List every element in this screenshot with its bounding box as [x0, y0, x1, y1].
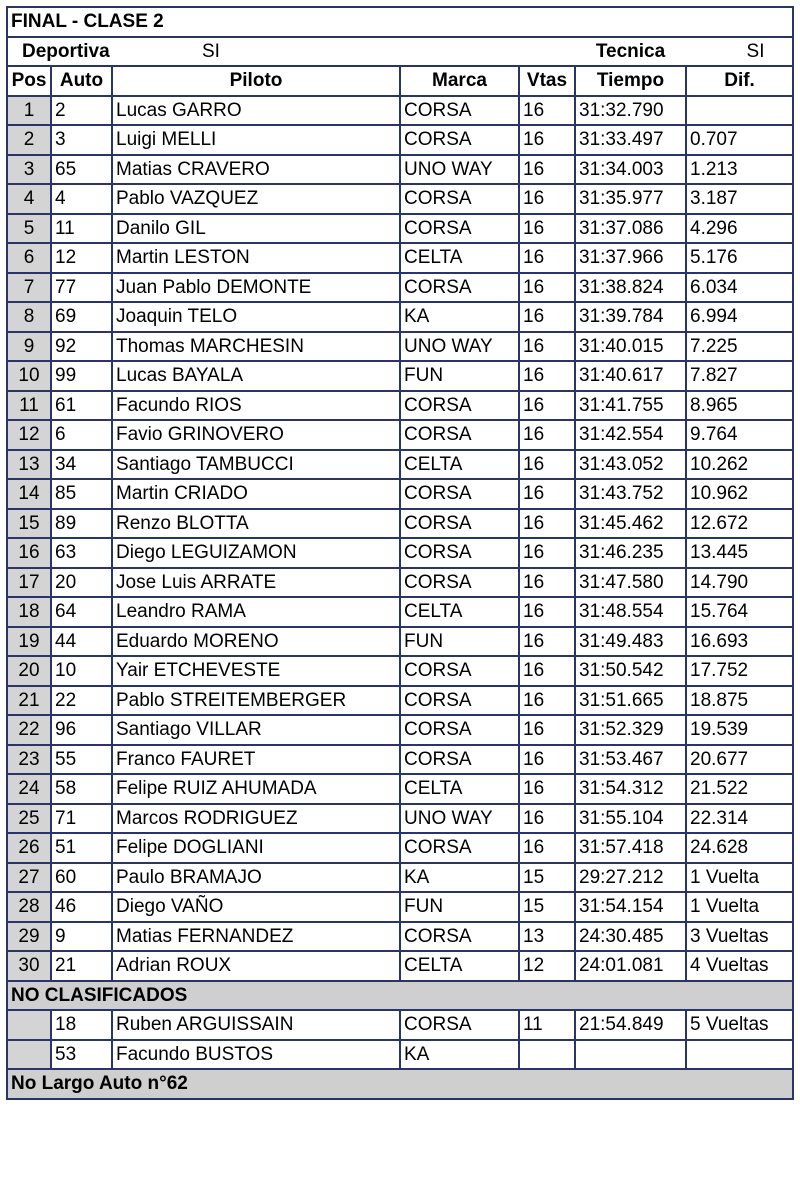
auto-cell: 11 — [51, 214, 112, 244]
pos-cell: 10 — [7, 361, 51, 391]
piloto-cell: Santiago TAMBUCCI — [112, 450, 400, 480]
tiempo-cell: 31:42.554 — [575, 420, 686, 450]
dif-cell: 0.707 — [686, 125, 793, 155]
header-row — [7, 66, 793, 96]
table-row — [7, 243, 793, 273]
piloto-cell: Ruben ARGUISSAIN — [112, 1010, 400, 1040]
piloto-cell: Franco FAURET — [112, 745, 400, 775]
vtas-cell: 16 — [519, 214, 575, 244]
pos-cell: 23 — [7, 745, 51, 775]
results-table — [6, 6, 794, 1100]
vtas-cell: 15 — [519, 863, 575, 893]
marca-cell: KA — [400, 302, 519, 332]
piloto-cell: Paulo BRAMAJO — [112, 863, 400, 893]
auto-cell: 58 — [51, 774, 112, 804]
tiempo-cell: 31:37.086 — [575, 214, 686, 244]
pos-cell — [7, 1010, 51, 1040]
dif-cell: 5 Vueltas — [686, 1010, 793, 1040]
auto-cell: 61 — [51, 391, 112, 421]
pos-cell: 3 — [7, 155, 51, 185]
marca-cell: CORSA — [400, 1010, 519, 1040]
tiempo-cell: 31:45.462 — [575, 509, 686, 539]
table-row — [7, 155, 793, 185]
dif-cell: 6.994 — [686, 302, 793, 332]
table-row — [7, 420, 793, 450]
piloto-cell: Leandro RAMA — [112, 597, 400, 627]
marca-cell: CORSA — [400, 125, 519, 155]
auto-cell: 6 — [51, 420, 112, 450]
pos-cell: 25 — [7, 804, 51, 834]
pos-cell: 19 — [7, 627, 51, 657]
table-row — [7, 686, 793, 716]
tiempo-cell: 31:51.665 — [575, 686, 686, 716]
table-row — [7, 745, 793, 775]
dif-cell: 18.875 — [686, 686, 793, 716]
table-row — [7, 922, 793, 952]
no-clasificados-row — [7, 981, 793, 1011]
marca-cell: CELTA — [400, 243, 519, 273]
pos-cell: 16 — [7, 538, 51, 568]
vtas-cell: 16 — [519, 155, 575, 185]
auto-cell: 64 — [51, 597, 112, 627]
auto-cell: 60 — [51, 863, 112, 893]
table-row — [7, 479, 793, 509]
tiempo-cell: 31:52.329 — [575, 715, 686, 745]
dif-cell: 10.262 — [686, 450, 793, 480]
auto-cell: 63 — [51, 538, 112, 568]
piloto-cell: Yair ETCHEVESTE — [112, 656, 400, 686]
piloto-cell: Lucas BAYALA — [112, 361, 400, 391]
pos-cell: 27 — [7, 863, 51, 893]
table-row — [7, 450, 793, 480]
piloto-cell: Eduardo MORENO — [112, 627, 400, 657]
dif-cell: 15.764 — [686, 597, 793, 627]
piloto-cell: Diego VAÑO — [112, 892, 400, 922]
marca-cell: CORSA — [400, 479, 519, 509]
table-row — [7, 273, 793, 303]
auto-cell: 65 — [51, 155, 112, 185]
conditions-row — [7, 37, 793, 67]
pos-cell: 8 — [7, 302, 51, 332]
dif-cell: 16.693 — [686, 627, 793, 657]
auto-cell: 85 — [51, 479, 112, 509]
dif-cell: 10.962 — [686, 479, 793, 509]
marca-cell: KA — [400, 1040, 519, 1070]
vtas-cell: 16 — [519, 243, 575, 273]
tiempo-cell: 31:40.015 — [575, 332, 686, 362]
marca-cell: CORSA — [400, 214, 519, 244]
dif-cell: 7.827 — [686, 361, 793, 391]
piloto-cell: Adrian ROUX — [112, 951, 400, 981]
auto-cell: 12 — [51, 243, 112, 273]
pos-cell: 13 — [7, 450, 51, 480]
vtas-cell: 16 — [519, 420, 575, 450]
piloto-cell: Jose Luis ARRATE — [112, 568, 400, 598]
col-header-dif: Dif. — [686, 66, 793, 96]
vtas-cell — [519, 1040, 575, 1070]
table-row — [7, 568, 793, 598]
dif-cell: 12.672 — [686, 509, 793, 539]
vtas-cell: 13 — [519, 922, 575, 952]
marca-cell: CORSA — [400, 833, 519, 863]
table-row — [7, 96, 793, 126]
pos-cell: 2 — [7, 125, 51, 155]
dif-cell: 14.790 — [686, 568, 793, 598]
col-header-marca: Marca — [400, 66, 519, 96]
tiempo-cell: 31:39.784 — [575, 302, 686, 332]
piloto-cell: Felipe RUIZ AHUMADA — [112, 774, 400, 804]
marca-cell: CORSA — [400, 922, 519, 952]
tecnica-value: SI — [686, 37, 793, 67]
tiempo-cell: 31:43.052 — [575, 450, 686, 480]
auto-cell: 22 — [51, 686, 112, 716]
tiempo-cell: 31:34.003 — [575, 155, 686, 185]
vtas-cell: 16 — [519, 184, 575, 214]
vtas-cell: 16 — [519, 302, 575, 332]
table-row — [7, 774, 793, 804]
pos-cell: 29 — [7, 922, 51, 952]
marca-cell: CORSA — [400, 184, 519, 214]
dif-cell: 1.213 — [686, 155, 793, 185]
table-row — [7, 892, 793, 922]
tiempo-cell: 21:54.849 — [575, 1010, 686, 1040]
auto-cell: 2 — [51, 96, 112, 126]
vtas-cell: 16 — [519, 833, 575, 863]
marca-cell: UNO WAY — [400, 332, 519, 362]
auto-cell: 55 — [51, 745, 112, 775]
marca-cell: CORSA — [400, 656, 519, 686]
piloto-cell: Renzo BLOTTA — [112, 509, 400, 539]
tiempo-cell: 31:54.154 — [575, 892, 686, 922]
tiempo-cell: 31:54.312 — [575, 774, 686, 804]
dif-cell: 13.445 — [686, 538, 793, 568]
pos-cell: 14 — [7, 479, 51, 509]
pos-cell: 21 — [7, 686, 51, 716]
dif-cell: 24.628 — [686, 833, 793, 863]
piloto-cell: Favio GRINOVERO — [112, 420, 400, 450]
table-row — [7, 538, 793, 568]
table-row — [7, 715, 793, 745]
pos-cell: 17 — [7, 568, 51, 598]
marca-cell: CORSA — [400, 686, 519, 716]
vtas-cell: 16 — [519, 774, 575, 804]
piloto-cell: Martin LESTON — [112, 243, 400, 273]
vtas-cell: 16 — [519, 627, 575, 657]
col-header-tiempo: Tiempo — [575, 66, 686, 96]
vtas-cell: 16 — [519, 509, 575, 539]
pos-cell: 12 — [7, 420, 51, 450]
auto-cell: 99 — [51, 361, 112, 391]
auto-cell: 96 — [51, 715, 112, 745]
vtas-cell: 16 — [519, 804, 575, 834]
dif-cell: 6.034 — [686, 273, 793, 303]
pos-cell: 20 — [7, 656, 51, 686]
tiempo-cell: 31:53.467 — [575, 745, 686, 775]
vtas-cell: 16 — [519, 96, 575, 126]
table-row — [7, 214, 793, 244]
marca-cell: CORSA — [400, 509, 519, 539]
tiempo-cell: 31:33.497 — [575, 125, 686, 155]
vtas-cell: 16 — [519, 391, 575, 421]
marca-cell: UNO WAY — [400, 155, 519, 185]
table-row — [7, 627, 793, 657]
tecnica-label: Tecnica — [575, 37, 686, 67]
piloto-cell: Lucas GARRO — [112, 96, 400, 126]
marca-cell: CORSA — [400, 96, 519, 126]
vtas-cell: 15 — [519, 892, 575, 922]
vtas-cell: 16 — [519, 450, 575, 480]
pos-cell: 11 — [7, 391, 51, 421]
auto-cell: 44 — [51, 627, 112, 657]
table-row — [7, 361, 793, 391]
pos-cell: 24 — [7, 774, 51, 804]
marca-cell: CORSA — [400, 391, 519, 421]
tiempo-cell: 31:43.752 — [575, 479, 686, 509]
marca-cell: CORSA — [400, 420, 519, 450]
vtas-cell: 16 — [519, 361, 575, 391]
piloto-cell: Thomas MARCHESIN — [112, 332, 400, 362]
tiempo-cell: 31:55.104 — [575, 804, 686, 834]
piloto-cell: Facundo RIOS — [112, 391, 400, 421]
auto-cell: 92 — [51, 332, 112, 362]
dif-cell: 8.965 — [686, 391, 793, 421]
pos-cell: 1 — [7, 96, 51, 126]
piloto-cell: Luigi MELLI — [112, 125, 400, 155]
piloto-cell: Felipe DOGLIANI — [112, 833, 400, 863]
piloto-cell: Pablo VAZQUEZ — [112, 184, 400, 214]
pos-cell: 15 — [7, 509, 51, 539]
tiempo-cell: 24:01.081 — [575, 951, 686, 981]
auto-cell: 18 — [51, 1010, 112, 1040]
marca-cell: CORSA — [400, 745, 519, 775]
vtas-cell: 16 — [519, 745, 575, 775]
piloto-cell: Marcos RODRIGUEZ — [112, 804, 400, 834]
vtas-cell: 11 — [519, 1010, 575, 1040]
dif-cell: 9.764 — [686, 420, 793, 450]
tiempo-cell: 31:32.790 — [575, 96, 686, 126]
vtas-cell: 16 — [519, 597, 575, 627]
piloto-cell: Joaquin TELO — [112, 302, 400, 332]
vtas-cell: 16 — [519, 125, 575, 155]
table-row — [7, 332, 793, 362]
pos-cell: 9 — [7, 332, 51, 362]
tiempo-cell: 31:50.542 — [575, 656, 686, 686]
vtas-cell: 16 — [519, 273, 575, 303]
pos-cell: 28 — [7, 892, 51, 922]
marca-cell: CORSA — [400, 568, 519, 598]
auto-cell: 46 — [51, 892, 112, 922]
marca-cell: CORSA — [400, 538, 519, 568]
vtas-cell: 12 — [519, 951, 575, 981]
table-row — [7, 302, 793, 332]
auto-cell: 9 — [51, 922, 112, 952]
dif-cell: 3 Vueltas — [686, 922, 793, 952]
pos-cell — [7, 1040, 51, 1070]
marca-cell: FUN — [400, 361, 519, 391]
dif-cell: 4 Vueltas — [686, 951, 793, 981]
auto-cell: 34 — [51, 450, 112, 480]
col-header-auto: Auto — [51, 66, 112, 96]
dif-cell — [686, 96, 793, 126]
dif-cell: 3.187 — [686, 184, 793, 214]
dif-cell: 19.539 — [686, 715, 793, 745]
vtas-cell: 16 — [519, 568, 575, 598]
piloto-cell: Matias FERNANDEZ — [112, 922, 400, 952]
dif-cell: 1 Vuelta — [686, 863, 793, 893]
table-row — [7, 656, 793, 686]
auto-cell: 53 — [51, 1040, 112, 1070]
vtas-cell: 16 — [519, 715, 575, 745]
tiempo-cell: 29:27.212 — [575, 863, 686, 893]
marca-cell: CELTA — [400, 774, 519, 804]
auto-cell: 4 — [51, 184, 112, 214]
tiempo-cell: 31:40.617 — [575, 361, 686, 391]
pos-cell: 22 — [7, 715, 51, 745]
auto-cell: 3 — [51, 125, 112, 155]
auto-cell: 69 — [51, 302, 112, 332]
tiempo-cell: 31:35.977 — [575, 184, 686, 214]
vtas-cell: 16 — [519, 479, 575, 509]
tiempo-cell: 31:41.755 — [575, 391, 686, 421]
marca-cell: CELTA — [400, 597, 519, 627]
dif-cell: 22.314 — [686, 804, 793, 834]
marca-cell: CORSA — [400, 273, 519, 303]
piloto-cell: Diego LEGUIZAMON — [112, 538, 400, 568]
col-header-pos: Pos — [7, 66, 51, 96]
tiempo-cell: 31:37.966 — [575, 243, 686, 273]
auto-cell: 89 — [51, 509, 112, 539]
dif-cell: 4.296 — [686, 214, 793, 244]
piloto-cell: Facundo BUSTOS — [112, 1040, 400, 1070]
marca-cell: KA — [400, 863, 519, 893]
auto-cell: 77 — [51, 273, 112, 303]
tiempo-cell: 31:49.483 — [575, 627, 686, 657]
table-row — [7, 509, 793, 539]
table-row — [7, 863, 793, 893]
vtas-cell: 16 — [519, 686, 575, 716]
auto-cell: 10 — [51, 656, 112, 686]
tiempo-cell: 31:38.824 — [575, 273, 686, 303]
marca-cell: CELTA — [400, 450, 519, 480]
piloto-cell: Matias CRAVERO — [112, 155, 400, 185]
marca-cell: UNO WAY — [400, 804, 519, 834]
marca-cell: CELTA — [400, 951, 519, 981]
piloto-cell: Danilo GIL — [112, 214, 400, 244]
deportiva-label: Deportiva — [7, 37, 112, 67]
dif-cell: 7.225 — [686, 332, 793, 362]
dif-cell — [686, 1040, 793, 1070]
marca-cell: FUN — [400, 892, 519, 922]
deportiva-value: SI — [112, 37, 400, 67]
pos-cell: 30 — [7, 951, 51, 981]
table-row — [7, 833, 793, 863]
piloto-cell: Santiago VILLAR — [112, 715, 400, 745]
tiempo-cell: 31:46.235 — [575, 538, 686, 568]
pos-cell: 6 — [7, 243, 51, 273]
piloto-cell: Pablo STREITEMBERGER — [112, 686, 400, 716]
footer-row — [7, 1069, 793, 1099]
pos-cell: 18 — [7, 597, 51, 627]
no-clasificados-label: NO CLASIFICADOS — [7, 981, 793, 1011]
tiempo-cell: 24:30.485 — [575, 922, 686, 952]
vtas-cell: 16 — [519, 656, 575, 686]
pos-cell: 5 — [7, 214, 51, 244]
dif-cell: 17.752 — [686, 656, 793, 686]
col-header-vtas: Vtas — [519, 66, 575, 96]
table-row — [7, 184, 793, 214]
table-row — [7, 597, 793, 627]
table-row — [7, 1040, 793, 1070]
vtas-cell: 16 — [519, 538, 575, 568]
dif-cell: 20.677 — [686, 745, 793, 775]
dif-cell: 21.522 — [686, 774, 793, 804]
piloto-cell: Martin CRIADO — [112, 479, 400, 509]
auto-cell: 21 — [51, 951, 112, 981]
auto-cell: 71 — [51, 804, 112, 834]
col-header-piloto: Piloto — [112, 66, 400, 96]
title-row — [7, 7, 793, 37]
table-title: FINAL - CLASE 2 — [7, 7, 793, 37]
table-row — [7, 391, 793, 421]
dif-cell: 1 Vuelta — [686, 892, 793, 922]
table-row — [7, 951, 793, 981]
vtas-cell: 16 — [519, 332, 575, 362]
marca-cell: FUN — [400, 627, 519, 657]
table-row — [7, 1010, 793, 1040]
piloto-cell: Juan Pablo DEMONTE — [112, 273, 400, 303]
footer-note: No Largo Auto n°62 — [7, 1069, 793, 1099]
tiempo-cell — [575, 1040, 686, 1070]
tiempo-cell: 31:48.554 — [575, 597, 686, 627]
auto-cell: 20 — [51, 568, 112, 598]
tiempo-cell: 31:47.580 — [575, 568, 686, 598]
table-row — [7, 125, 793, 155]
tiempo-cell: 31:57.418 — [575, 833, 686, 863]
pos-cell: 7 — [7, 273, 51, 303]
pos-cell: 26 — [7, 833, 51, 863]
marca-cell: CORSA — [400, 715, 519, 745]
pos-cell: 4 — [7, 184, 51, 214]
table-row — [7, 804, 793, 834]
dif-cell: 5.176 — [686, 243, 793, 273]
auto-cell: 51 — [51, 833, 112, 863]
